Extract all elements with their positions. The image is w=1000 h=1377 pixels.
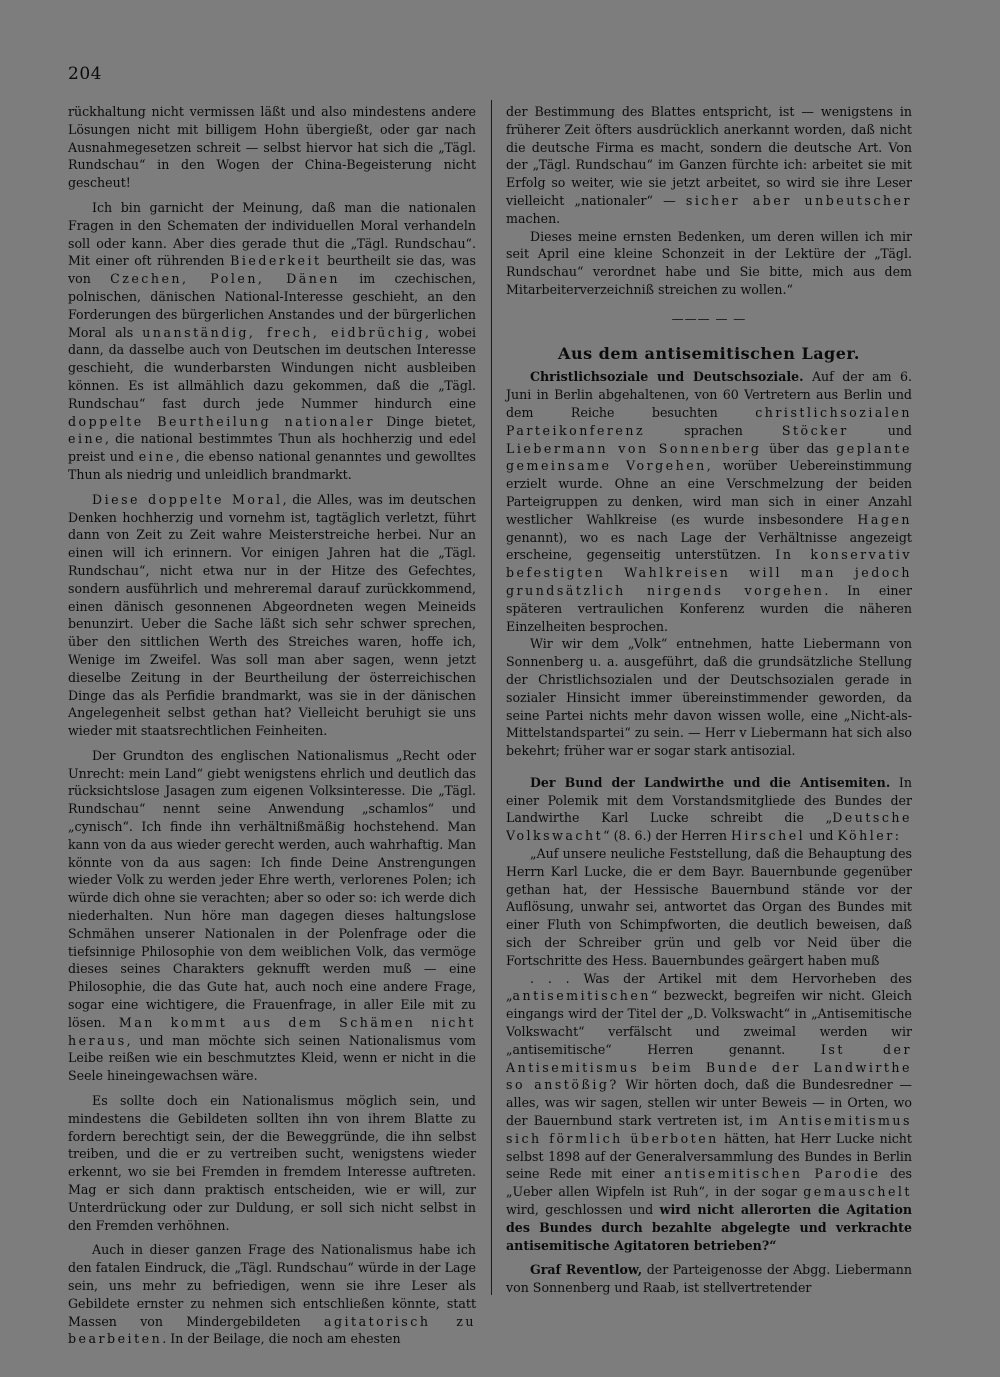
subheading: Christlichsoziale und Deutschsoziale. xyxy=(530,369,804,385)
paragraph: „Auf unsere neuliche Feststellung, daß die Behauptung des Herrn Karl Lucke, die er dem Bayr. Bauernbunde gegenüber gethan hat, der Hessische Bauernbund stände vor der Auflösung, unwahr sei, antwortet das Organ des Bundes mit einer Fluth von Schimpfworten, die deutlich beweisen, daß sich der Schreiber grün und gelb vor Neid über die Fortschritte des Hess. Bauernbundes geärgert haben muß xyxy=(506,846,912,968)
subheading: Der Bund der Landwirthe und die Antisemiten. xyxy=(530,774,891,790)
paragraph: Diese doppelte Moral, die Alles, was im deutschen Denken hochherzig und vornehm ist, tagtäglich verletzt, führt dann von Zeit zu Zeit wahre Meisterstreiche herbei. Nur an einen will ich erinnern. Vor einigen Jahren hat die „Tägl. Rundschau“, nicht etwa nur in der Hitze des Gefechtes, sondern ausführlich und mehreremal darauf zurückkommend, einen dänisch gesonnenen Abgeordneten wegen Meineids benunzirt. Ueber die Sache läßt sich sehr schwer sprechen, über den sittlichen Werth des Streiches waren, hoffe ich, Wenige im Zweifel. Was soll man aber sagen, wenn jetzt dieselbe Zeitung in der Beurtheilung der österreichischen Dinge das als Perfidie brandmarkt, was sie in der dänischen Angelegenheit selbst gethan hat? Vielleicht beruhigt sie uns wieder mit staatsrechtlichen Feinheiten. xyxy=(68,491,476,739)
paragraph: Christlichsoziale und Deutschsoziale. Auf der am 6. Juni in Berlin abgehaltenen, von 60 Vertretern aus Berlin und dem Reiche besuchten christlichsozialen Parteikonferenz sprachen Stöcker und Liebermann von Sonnenberg über das geplante gemeinsame Vorgehen, worüber Uebereinstimmung erzielt wurde. Ohne an eine Verschmelzung der beiden Parteigruppen zu denken, wird man sich in einer Anzahl westlicher Wahlkreise (es wurde insbesondere Hagen genannt), wo es nach Lage der Verhältnisse angezeigt erscheine, gegenseitig unterstützen. In konservativ befestigten Wahlkreisen will man jedoch grundsätzlich nirgends vorgehen. In einer späteren vertraulichen Konferenz wurden die näheren Einzelheiten besprochen. xyxy=(506,369,912,634)
paragraph: Ich bin garnicht der Meinung, daß man die nationalen Fragen in den Schematen der individuellen Moral verhandeln soll oder kann. Aber dies gerade thut die „Tägl. Rundschau“. Mit einer oft rührenden Biederkeit beurtheilt sie das, was von Czechen, Polen, Dänen im czechischen, polnischen, dänischen National-Interesse geschieht, an den Forderungen des bürgerlichen Anstandes und der bürgerlichen Moral als unanständig, frech, eidbrüchig, wobei dann, da dasselbe auch von Deutschen im deutschen Interesse geschieht, die wunderbarsten Windungen nicht ausbleiben können. Es ist allmählich dazu gekommen, daß die „Tägl. Rundschau“ fast durch jede Nummer hindurch eine doppelte Beurtheilung nationaler Dinge bietet, eine, die national bestimmtes Thun als hochherzig und edel preist und eine, die ebenso national genanntes und gewolltes Thun als niedrig und unleidlich brandmarkt. xyxy=(68,199,477,482)
right-column xyxy=(506,103,912,1297)
paragraph: . . . Was der Artikel mit dem Hervorheben des „antisemitischen“ bezweckt, begreifen wir nicht. Gleich eingangs wird der Titel der „D. Volkswacht“ in „Antisemitische Volkswacht“ verfälscht und zweimal werden wir „antisemitische“ Herren genannt. Ist der Antisemitismus beim Bunde der Landwirthe so anstößig? Wir hörten doch, daß die Bundesredner — alles, was wir sagen, stellen wir unter Beweis — in Orten, wo der Bauernbund stark vertreten ist, im Antisemitismus sich förmlich überboten hätten, hat Herr Lucke nicht selbst 1898 auf der Generalversammlung des Bundes in Berlin seine Rede mit einer antisemitischen Parodie des „Ueber allen Wipfeln ist Ruh“, in der sogar gemauschelt wird, geschlossen und wird nicht allerorten die Agitation des Bundes durch bezahlte abgelegte und verkrachte antisemitische Agitatoren betrieben?“ xyxy=(506,970,912,1253)
paragraph: Wir wir dem „Volk“ entnehmen, hatte Liebermann von Sonnenberg u. a. ausgeführt, daß die grundsätzliche Stellung der Christlichsozialen und der Deutschsozialen gerade in sozialer Hinsicht immer übereinstimmender geworden, da seine Partei nichts mehr davon wissen wolle, eine „Nicht-als-Mittelstandspartei“ zu sein. — Herr v Liebermann hat sich also bekehrt; früher war er sogar stark antisozial. xyxy=(506,636,912,759)
paragraph: Auch in dieser ganzen Frage des Nationalismus habe ich den fatalen Eindruck, die „Tägl. Rundschau“ würde in der Lage sein, uns mehr zu befriedigen, wenn sie ihre Leser als Gebildete ernster zu nehmen sich entschließen könnte, statt Massen von Mindergebildeten agitatorisch zu bearbeiten. In der Beilage, die noch am ehesten xyxy=(68,1242,476,1347)
paragraph: Der Grundton des englischen Nationalismus „Recht oder Unrecht: mein Land“ giebt wenigstens ehrlich und deutlich das rücksichtslose Jasagen zum eigenen Volksinteresse. Die „Tägl. Rundschau“ nennt seine Anwendung „schamlos“ und „cynisch“. Ich finde ihn verhältnißmäßig hochstehend. Man kann von da aus wieder gerecht werden, auch wahrhaftig. Man könnte von da aus sagen: Ich finde Deine Anstrengungen wieder Volk zu werden jeder Ehre werth, verlorenes Polen; ich würde dich ohne sie verachten; aber so oder so: ich werde dich niederhalten. Nun höre man dagegen dieses haltungslose Schmähen unserer Nationalen in der Polenfrage oder die tiefsinnige Philosophie von dem weiblichen Volk, das vermöge dieses seines Charakters geknufft werden muß — eine Philosophie, die das Gute hat, auch noch eine andere Frage, sogar eine wichtigere, die Frauenfrage, in aller Eile mit zu lösen. Man kommt aus dem Schämen nicht heraus, und man möchte sich seinen Nationalismus vom Leibe reißen wie ein beschmutztes Kleid, wenn er nicht in die Seele hineingewachsen wäre. xyxy=(68,747,476,1084)
paragraph: Der Bund der Landwirthe und die Antisemiten. In einer Polemik mit dem Vorstandsmitgliede des Bundes der Landwirthe Karl Lucke schreibt die „Deutsche Volkswacht“ (8. 6.) der Herren Hirschel und Köhler: xyxy=(506,774,913,844)
column-divider xyxy=(491,100,492,1295)
paragraph: Graf Reventlow, der Parteigenosse der Abgg. Liebermann von Sonnenberg und Raab, ist stellvertretender xyxy=(506,1262,912,1296)
paragraph: Es sollte doch ein Nationalismus möglich sein, und mindestens die Gebildeten sollten ihn von ihrem Blatte zu fordern berechtigt sein, der die Beweggründe, die ihn selbst treiben, und die er zu vertreiben sucht, wenigstens wieder erkennt, wo sie bei Fremden in fremdem Interesse auftreten. Mag er sich dann praktisch entscheiden, wie er will, zur Unterdrückung oder zur Duldung, er soll sich nicht selbst in den Fremden verhöhnen. xyxy=(68,1093,476,1233)
subheading: Graf Reventlow, xyxy=(530,1262,643,1278)
paragraph: der Bestimmung des Blattes entspricht, ist — wenigstens in früherer Zeit öfters ausdrücklich anerkannt worden, daß nicht die deutsche Firma es macht, sondern die deutsche Art. Von der „Tägl. Rundschau“ im Ganzen fürchte ich: arbeitet sie mit Erfolg so weiter, wie sie jetzt arbeitet, so wird sie ihre Leser vielleicht „nationaler“ — sicher aber unbeutscher machen. xyxy=(506,104,912,226)
left-column xyxy=(68,103,476,1348)
section-separator: ——— — — xyxy=(671,311,747,326)
section-heading: Aus dem antisemitischen Lager. xyxy=(558,343,860,363)
paragraph: rückhaltung nicht vermissen läßt und also mindestens andere Lösungen nicht mit billigem Hohn übergießt, oder gar nach Ausnahmegesetzen schreit — selbst hiervor hat sich die „Tägl. Rundschau“ in den Wogen der China-Begeisterung nicht gescheut! xyxy=(68,104,476,191)
paragraph: Dieses meine ernsten Bedenken, um deren willen ich mir seit April eine kleine Schonzeit in der Lektüre der „Tägl. Rundschau“ verordnet habe und Sie bitte, mich aus dem Mitarbeiterverzeichniß streichen zu wollen.“ xyxy=(506,228,912,297)
page-number: 204 xyxy=(68,64,102,84)
